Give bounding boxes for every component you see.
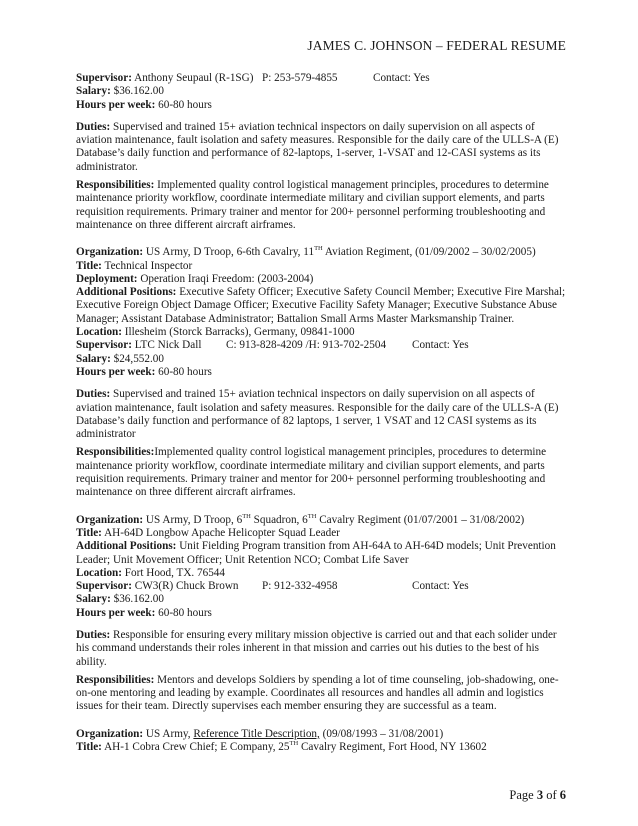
salary-label: Salary: xyxy=(76,352,111,365)
page-total: 6 xyxy=(559,788,566,802)
title-line xyxy=(76,741,566,754)
supervisor-line xyxy=(76,580,566,593)
ordinal-suffix: TH xyxy=(307,512,317,520)
salary-value: $36.162.00 xyxy=(113,593,164,606)
title-line xyxy=(76,527,566,540)
organization-line xyxy=(76,514,566,527)
of-word: of xyxy=(546,788,557,802)
salary-value: $24,552.00 xyxy=(113,352,164,365)
responsibilities-label: Responsibilities: xyxy=(76,179,155,192)
hours-label: Hours per week: xyxy=(76,98,156,111)
organization-label: Organization: xyxy=(76,513,144,526)
additional-positions xyxy=(76,540,566,567)
location-value: Illesheim (Storck Barracks), Germany, 09841-1000 xyxy=(124,326,355,339)
organization-text-cont: Squadron, 6 xyxy=(250,513,308,526)
ordinal-suffix: TH xyxy=(314,245,323,253)
salary-line xyxy=(76,85,566,98)
supervisor-label: Supervisor: xyxy=(76,580,132,593)
organization-text: US Army, D Troop, 6 xyxy=(145,513,243,526)
title-label: Title: xyxy=(76,526,102,539)
duties-paragraph xyxy=(76,388,566,441)
responsibilities-paragraph xyxy=(76,446,566,499)
location-line xyxy=(76,326,566,339)
responsibilities-text: Implemented quality control logistical management principles, procedures to determine maintenance priority workflow, coordinate intermediate military and civilian support elements, and parts requisition requirements. Primary trainer and mentor for 200+ personnel performing troubleshooting and maintenance on three different aircraft airframes. xyxy=(76,179,549,231)
additional-positions-label: Additional Positions: xyxy=(76,286,177,299)
supervisor-phone: C: 913-828-4209 /H: 913-702-2504 xyxy=(226,339,387,352)
deployment-line xyxy=(76,273,566,286)
page-number xyxy=(509,788,566,803)
hours-line xyxy=(76,366,566,379)
responsibilities-paragraph xyxy=(76,179,566,232)
location-label: Location: xyxy=(76,566,122,579)
supervisor-label: Supervisor: xyxy=(76,339,132,352)
duties-label: Duties: xyxy=(76,388,111,401)
hours-label: Hours per week: xyxy=(76,365,156,378)
hours-value: 60-80 hours xyxy=(158,606,212,619)
supervisor-label: Supervisor: xyxy=(76,72,132,84)
duties-label: Duties: xyxy=(76,628,111,641)
location-value: Fort Hood, TX. 76544 xyxy=(124,566,225,579)
responsibilities-text: Mentors and develops Soldiers by spending a lot of time counseling, job-shadowing, one-on-one mentoring and leading by example. Coordinates all resources and handles all admin and logistics issues for their team. Directly supervises each member ensuring they are successful as a team. xyxy=(76,673,559,713)
supervisor-phone: P: 253-579-4855 xyxy=(262,72,338,84)
organization-label: Organization: xyxy=(76,727,144,740)
salary-value: $36.162.00 xyxy=(113,85,164,98)
responsibilities-paragraph xyxy=(76,674,566,714)
organization-text-end: Cavalry Regiment (01/07/2001 – 31/08/2002) xyxy=(316,513,525,526)
salary-label: Salary: xyxy=(76,593,111,606)
additional-positions-text: Executive Safety Officer; Executive Safety Council Member; Executive Fire Marshal; Executive Foreign Object Damage Officer; Executive Facility Safety Manager; Executive Substance Abuse Manager; Assistant Database Administrator; Battalion Small Arms Master Marksmanship Trainer. xyxy=(76,286,566,325)
duties-label: Duties: xyxy=(76,120,111,133)
duties-paragraph xyxy=(76,121,566,174)
organization-dates: (09/08/1993 – 31/08/2001) xyxy=(319,727,444,740)
organization-line xyxy=(76,246,566,259)
title-line xyxy=(76,260,566,273)
supervisor-phone: P: 912-332-4958 xyxy=(262,580,338,593)
duties-paragraph xyxy=(76,629,566,669)
title-value-cont: Cavalry Regiment, Fort Hood, NY 13602 xyxy=(298,741,487,754)
page-header-title: JAMES C. JOHNSON – FEDERAL RESUME xyxy=(307,38,566,53)
supervisor-name: Anthony Seupaul (R-1SG) xyxy=(134,72,254,84)
title-value: AH-64D Longbow Apache Helicopter Squad Leader xyxy=(104,526,340,539)
organization-text: US Army, D Troop, 6-6th Cavalry, 11 xyxy=(145,246,315,259)
organization-text: US Army, xyxy=(145,727,194,740)
duties-text: Supervised and trained 15+ aviation technical inspectors on daily supervision on all aspects of aviation maintenance, fault isolation and safety measures. Responsible for the daily care of the ULLS-A (E) Database’s daily function and performance of 82-laptops, 1-server, 1-VSAT and 12-CASI systems as its administrator. xyxy=(76,120,559,173)
deployment-label: Deployment: xyxy=(76,272,138,285)
organization-label: Organization: xyxy=(76,246,144,259)
salary-line xyxy=(76,353,566,366)
responsibilities-text: Implemented quality control logistical management principles, procedures to determine maintenance priority workflow, coordinate intermediate military and civilian support elements, and parts requisition requirements. Primary trainer and mentor for 200+ personnel performing troubleshooting and maintenance on three different aircraft airframes. xyxy=(76,446,547,499)
salary-label: Salary: xyxy=(76,85,111,98)
title-value: AH-1 Cobra Crew Chief; E Company, 25 xyxy=(104,741,290,754)
page-current: 3 xyxy=(536,788,544,802)
supervisor-line xyxy=(76,72,566,85)
additional-positions-text: Unit Fielding Program transition from AH-64A to AH-64D models; Unit Prevention Leader; Unit Movement Officer; Unit Retention NCO; Combat Life Saver xyxy=(76,540,556,566)
title-label: Title: xyxy=(76,741,102,754)
supervisor-contact: Contact: Yes xyxy=(412,339,469,352)
deployment-value: Operation Iraqi Freedom: (2003-2004) xyxy=(140,272,314,285)
page-word: Page xyxy=(509,788,534,802)
hours-value: 60-80 hours xyxy=(158,365,212,378)
responsibilities-label: Responsibilities: xyxy=(76,446,155,459)
supervisor-name: LTC Nick Dall xyxy=(134,339,202,352)
location-label: Location: xyxy=(76,326,122,339)
resume-body xyxy=(76,72,566,754)
title-label: Title: xyxy=(76,259,102,272)
supervisor-name: CW3(R) Chuck Brown xyxy=(134,580,239,593)
salary-line xyxy=(76,593,566,606)
additional-positions-label: Additional Positions: xyxy=(76,540,177,553)
duties-text: Supervised and trained 15+ aviation technical inspectors on daily supervision on all aspects of aviation maintenance, fault isolation and safety measures. Responsible for the daily care of the ULLS-A (E) Database’s daily function and performance of 82 laptops, 1 server, 1 VSAT and 12 CASI systems as its administrator xyxy=(76,388,559,441)
hours-value: 60-80 hours xyxy=(158,98,212,111)
reference-title-link[interactable]: Reference Title Description, xyxy=(193,727,320,740)
organization-text-cont: Aviation Regiment, (01/09/2002 – 30/02/2005) xyxy=(322,246,536,259)
ordinal-suffix: TH xyxy=(289,740,299,748)
title-value: Technical Inspector xyxy=(104,259,193,272)
ordinal-suffix: TH xyxy=(242,512,251,520)
organization-line xyxy=(76,728,566,741)
additional-positions xyxy=(76,286,566,326)
hours-line xyxy=(76,99,566,112)
location-line xyxy=(76,567,566,580)
duties-text: Responsible for ensuring every military mission objective is carried out and that each solider under his command understands their roles inherent in that mission and carries out his duties to the best of his ability. xyxy=(76,628,557,668)
supervisor-contact: Contact: Yes xyxy=(412,580,469,593)
hours-label: Hours per week: xyxy=(76,606,156,619)
supervisor-contact: Contact: Yes xyxy=(373,72,430,84)
supervisor-line xyxy=(76,339,566,352)
responsibilities-label: Responsibilities: xyxy=(76,673,155,686)
hours-line xyxy=(76,607,566,620)
